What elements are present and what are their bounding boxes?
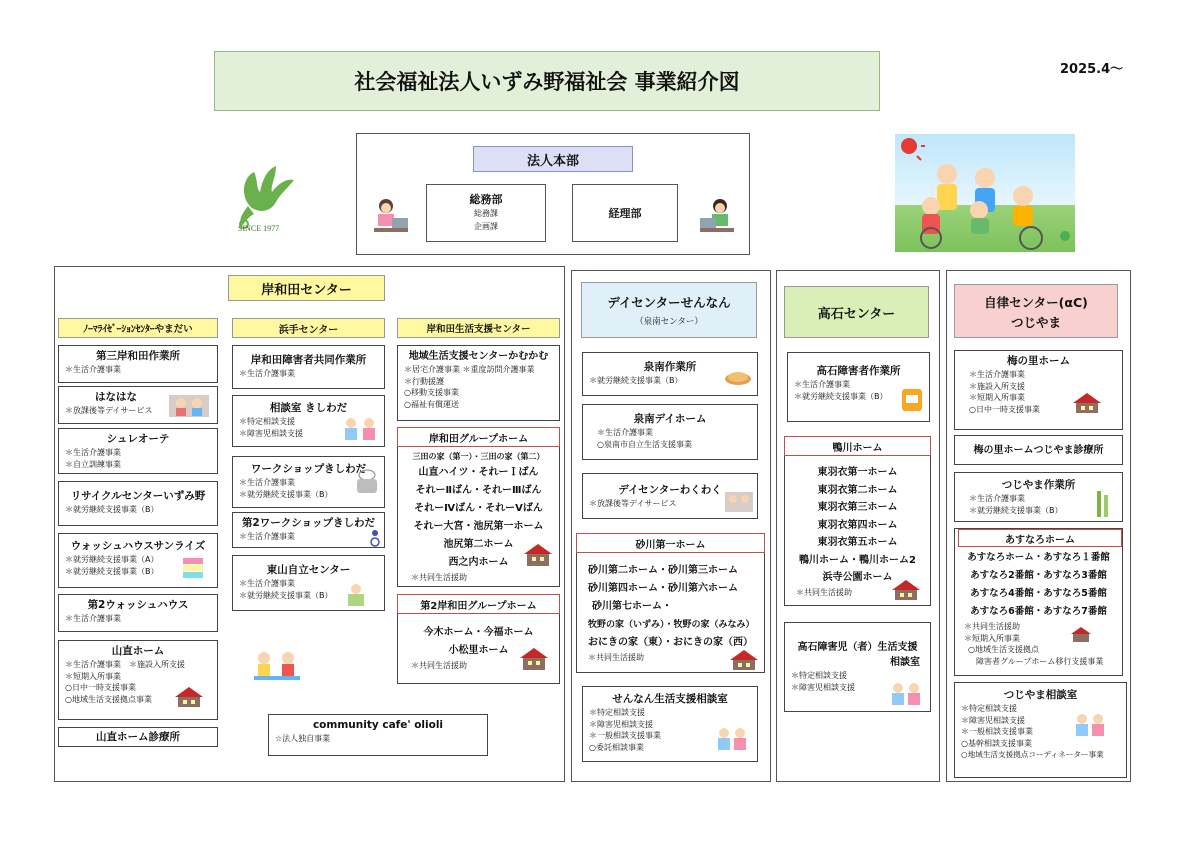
home-name: あすなろ6番館・あすなろ7番館 [970, 606, 1107, 617]
sennan-subtitle: （泉南センター） [635, 317, 703, 327]
bamboo-icon [1093, 489, 1113, 523]
tsujiyama-subtitle: つじやま [1010, 315, 1061, 330]
unit-name: 山直ホーム診療所 [96, 731, 180, 743]
organization-logo [232, 158, 298, 238]
home-name: それーⅣばん・それーⅤばん [414, 503, 543, 514]
unit-item: ＊生活介護事業 [65, 614, 121, 623]
house-icon [1070, 626, 1092, 648]
unit-item: ＊生活介護事業 [239, 532, 295, 541]
general-affairs-sub: 企画課 [474, 222, 498, 231]
group-home-header: 岸和田グループホーム [397, 427, 560, 447]
home-name: 鴨川ホーム・鴨川ホーム2 [799, 554, 916, 566]
unit-item: ＊就労継続支援事業（B） [794, 391, 888, 401]
unit-item: ○福祉有償運送 [404, 399, 459, 409]
unit-box [232, 345, 385, 389]
bread-icon [723, 367, 753, 391]
unit-item: ＊生活介護事業 [239, 478, 295, 487]
unit-name: ウォッシュハウスサンライズ [70, 540, 206, 552]
unit-name: 相談室 きしわだ [269, 402, 348, 414]
takaishi-title: 高石センター [784, 286, 929, 338]
unit-name: 高石障害者作業所 [816, 365, 901, 377]
unit-box [397, 345, 560, 421]
date-label: 2025.4～ [1060, 62, 1124, 77]
unit-box [954, 682, 1127, 778]
unit-name: はなはな [95, 391, 137, 403]
group-home-header: あすなろホーム [958, 529, 1122, 547]
unit-item: ＊生活介護事業 [969, 494, 1025, 503]
consultation-icon [715, 725, 749, 757]
house-icon [173, 685, 205, 713]
general-affairs-sub: 総務課 [474, 209, 498, 218]
unit-item: ○地域生活支援拠点事業 [65, 694, 152, 704]
home-name: 東羽衣第二ホーム [817, 484, 898, 496]
house-icon [1071, 391, 1103, 419]
home-name: あすなろ2番館・あすなろ3番館 [970, 570, 1107, 581]
home-name: 東羽衣第三ホーム [817, 502, 898, 513]
sennan-title: デイセンターせんなん [607, 295, 731, 310]
home-name: 東羽衣第一ホーム [817, 467, 898, 478]
home-note: ＊共同生活援助 [796, 587, 852, 597]
unit-item: ＊生活介護事業 [597, 428, 653, 437]
unit-item: ＊放課後等デイサービス [589, 499, 677, 508]
unit-item: ＊就労継続支援事業（B） [239, 590, 333, 600]
unit-box [58, 481, 218, 526]
home-name: 西之内ホーム [448, 557, 509, 568]
unit-box [232, 395, 385, 447]
unit-name: ワークショップきしわだ [250, 463, 367, 475]
unit-item: ○日中一時支援事業 [969, 404, 1040, 414]
unit-item: ＊特定相談支援 [239, 417, 295, 426]
unit-item: ＊行動援護 [404, 376, 444, 386]
unit-box [954, 350, 1123, 430]
tsujiyama-title-box [954, 284, 1118, 338]
kids-playing-icon [723, 488, 755, 518]
kids-playing-icon [167, 391, 213, 423]
office-worker-icon [698, 196, 738, 236]
unit-item: ○地域生活支援拠点コーディネーター事業 [961, 750, 1104, 759]
unit-box [232, 512, 385, 548]
group-home-header: 砂川第一ホーム [576, 533, 765, 553]
unit-box [58, 428, 218, 474]
accounting-dept [572, 184, 678, 242]
unit-name: 高石障害児（者）生活支援 [797, 642, 918, 653]
unit-item: ＊生活介護事業 ＊施設入所支援 [65, 660, 185, 669]
unit-box [784, 622, 931, 712]
cafe-box [268, 714, 488, 756]
unit-name: 梅の里ホームつじやま診療所 [973, 444, 1104, 456]
unit-item: ＊障害児相談支援 [791, 682, 855, 692]
house-icon [890, 578, 922, 606]
unit-item: ＊生活介護事業 [239, 579, 295, 588]
general-affairs-dept [426, 184, 546, 242]
home-name: 浜寺公園ホーム [822, 572, 893, 583]
unit-item: ＊生活介護事業 [794, 380, 850, 389]
home-name: 砂川第二ホーム・砂川第三ホーム [588, 565, 738, 576]
unit-box [582, 404, 758, 460]
home-note: ＊共同生活援助 [411, 573, 467, 582]
unit-item: ＊一般相談支援事業 [589, 731, 661, 740]
unit-name: つじやま作業所 [1001, 479, 1076, 491]
cafe-note: ☆法人独自事業 [275, 734, 331, 743]
home-name: あすなろ4番館・あすなろ5番館 [970, 588, 1107, 599]
unit-item: ＊短期入所事業 [969, 393, 1025, 402]
kishiwada-center-title: 岸和田センター [228, 275, 385, 301]
accounting-title: 経理部 [608, 207, 642, 220]
home-name: おにきの家（東）・おにきの家（西） [588, 637, 753, 648]
unit-name: 地域生活支援センターかむかむ [408, 351, 549, 362]
unit-item: ＊障害児相談支援 [961, 715, 1025, 725]
unit-name: 第2ウォッシュハウス [87, 599, 189, 611]
unit-name: 東山自立センター [266, 564, 351, 576]
home-name: 小松里ホーム [448, 645, 509, 656]
home-name: 今木ホーム・今福ホーム [423, 627, 534, 638]
unit-name: 相談室 [890, 657, 920, 668]
rice-bag-icon [900, 385, 924, 417]
home-name: 東羽衣第五ホーム [817, 537, 898, 548]
home-note: ＊短期入所事業 [964, 633, 1020, 643]
yamadai-header: ﾉｰﾏﾗｲｾﾞｰｼｮﾝｾﾝﾀｰやまだい [58, 318, 218, 338]
general-affairs-title: 総務部 [469, 193, 503, 206]
unit-item: ＊特定相談支援 [791, 671, 847, 680]
unit-box [582, 352, 758, 396]
consultation-icon [1073, 711, 1107, 743]
unit-item: ○基幹相談支援事業 [961, 738, 1032, 748]
unit-name: つじやま相談室 [1003, 689, 1078, 701]
consultation-icon [341, 414, 381, 448]
unit-item: ＊生活介護事業 [65, 448, 121, 457]
group-home-list [954, 549, 1123, 667]
unit-box [787, 352, 930, 422]
unit-item: ＊特定相談支援 [961, 704, 1017, 713]
home-note: ＊共同生活援助 [964, 622, 1020, 631]
home-name: あすなろホーム・あすなろ１番館 [967, 552, 1110, 563]
unit-name: 第三岸和田作業所 [96, 350, 180, 362]
home-name: 池尻第二ホーム [443, 539, 514, 550]
unit-item: ＊施設入所支援 [969, 381, 1025, 391]
logo-text: SINCE 1977 [238, 224, 280, 233]
hamate-header: 浜手センター [232, 318, 385, 338]
unit-name: シュレオーテ [106, 433, 170, 445]
children-illustration [895, 134, 1075, 252]
cafe-name: community cafe' olioli [312, 719, 444, 731]
wheelchair-icon [367, 529, 383, 551]
home-name: それーⅡばん・それーⅢばん [415, 485, 542, 496]
home-note: 障害者グループホーム移行支援事業 [976, 656, 1104, 666]
home-name: 牧野の家（いずみ）・牧野の家（みなみ） [588, 620, 755, 630]
consultation-icon [889, 681, 923, 711]
home-name: 三田の家（第一）・三田の家（第二） [412, 452, 545, 461]
unit-name: 梅の里ホーム [1007, 355, 1070, 367]
unit-box [954, 435, 1123, 465]
unit-box [58, 594, 218, 632]
unit-item: ＊就労継続支援事業（B） [969, 505, 1063, 515]
unit-box [58, 727, 218, 747]
unit-item: ○移動支援事業 [404, 388, 459, 397]
towels-icon [181, 556, 205, 586]
home-name: 砂川第七ホーム・ [592, 601, 672, 612]
unit-item: ＊就労継続支援事業（A） [65, 555, 159, 564]
unit-item: ＊生活介護事業 [969, 370, 1025, 379]
unit-name: 泉南デイホーム [633, 413, 707, 425]
house-icon [728, 648, 760, 676]
group-home-header: 第2岸和田グループホーム [397, 594, 560, 614]
unit-item: ＊障害児相談支援 [239, 428, 303, 438]
unit-item: ○委託相談事業 [589, 742, 644, 752]
unit-name: 第2ワークショップきしわだ [241, 517, 376, 529]
house-icon [522, 542, 554, 572]
unit-item: ＊就労継続支援事業（B） [589, 376, 683, 385]
unit-item: ＊居宅介護事業 ＊重度訪問介護事業 [404, 365, 535, 374]
unit-item: ＊就労継続支援事業（B） [239, 489, 333, 499]
sennan-title-box [581, 282, 757, 338]
cooking-pot-icon [353, 467, 381, 501]
unit-item: ＊就労継続支援事業（B） [65, 566, 159, 576]
unit-name: 泉南作業所 [643, 361, 697, 373]
unit-item: ＊生活介護事業 [239, 369, 295, 378]
unit-item: ＊自立訓練事業 [65, 459, 121, 469]
unit-box [58, 386, 218, 424]
unit-name: せんなん生活支援相談室 [612, 693, 728, 705]
unit-box [58, 345, 218, 383]
unit-box [582, 686, 758, 762]
hq-title: 法人本部 [473, 146, 633, 172]
unit-item: ＊生活介護事業 [65, 365, 121, 374]
page-title: 社会福祉法人いずみ野福祉会 事業紹介図 [214, 51, 880, 111]
group-home-header: 鴨川ホーム [784, 436, 931, 456]
home-name: 砂川第四ホーム・砂川第六ホーム [588, 583, 738, 594]
unit-name: 山直ホーム [111, 645, 165, 657]
tsujiyama-title: 自律センター(αC) [984, 295, 1088, 310]
unit-item: ○日中一時支援事業 [65, 683, 136, 692]
home-name: それー大宮・池尻第一ホーム [413, 521, 544, 532]
unit-item: ＊特定相談支援 [589, 708, 645, 717]
unit-name: リサイクルセンターいずみ野 [70, 490, 206, 502]
seikatsu-shien-header: 岸和田生活支援センター [397, 318, 560, 338]
unit-name: 岸和田障害者共同作業所 [250, 354, 367, 366]
unit-item: ＊短期入所事業 [65, 671, 121, 681]
unit-box [232, 456, 385, 508]
kids-illustration-icon [252, 650, 302, 682]
unit-box [58, 533, 218, 588]
home-note: ＊共同生活援助 [588, 653, 644, 662]
unit-box [232, 555, 385, 611]
unit-item: ＊一般相談支援事業 [961, 727, 1033, 736]
unit-item: ＊放課後等デイサービス [65, 406, 153, 415]
home-note: ○地域生活支援拠点 [968, 645, 1039, 654]
unit-item: ○泉南市自立生活支援事業 [597, 439, 692, 449]
house-icon [518, 646, 550, 676]
unit-item: ＊障害児相談支援 [589, 719, 653, 729]
worker-icon [343, 582, 369, 612]
unit-box [954, 472, 1123, 522]
unit-name: デイセンターわくわく [618, 484, 722, 496]
home-name: 山直ハイツ・それーＩばん [418, 467, 539, 478]
unit-box [582, 473, 758, 519]
home-name: 東羽衣第四ホーム [817, 519, 898, 531]
unit-box [58, 640, 218, 720]
home-note: ＊共同生活援助 [411, 661, 467, 670]
office-worker-icon [370, 196, 410, 236]
unit-item: ＊就労継続支援事業（B） [65, 505, 159, 514]
